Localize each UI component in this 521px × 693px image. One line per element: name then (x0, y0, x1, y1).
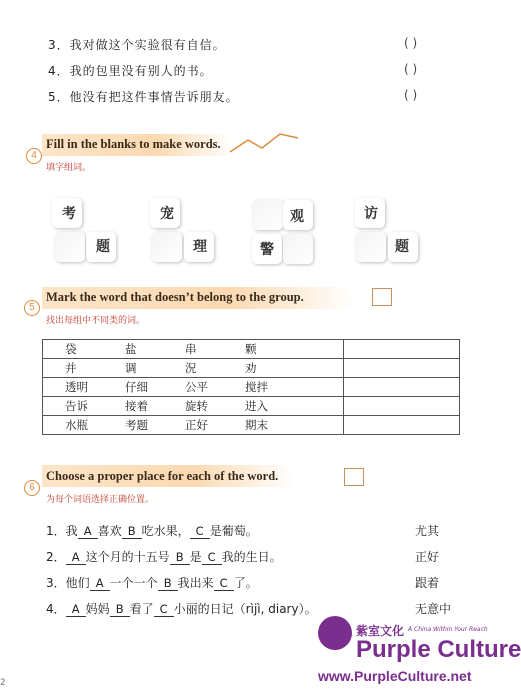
sentence-text: 吃水果， (141, 524, 190, 538)
sentence-text: 他们 (65, 576, 90, 590)
word-cell[interactable]: 串 (185, 342, 197, 356)
sentence-text: 3． (46, 576, 66, 590)
word-cell[interactable]: 进入 (245, 399, 268, 413)
zigzag-arrow-icon (228, 128, 300, 158)
word-cell[interactable]: 公平 (185, 380, 208, 394)
sentence-text: 2． (46, 550, 66, 564)
section-5-title: Mark the word that doesn’t belong to the group. (46, 290, 304, 304)
sentence-text: 一个一个 (109, 576, 158, 590)
section-4-title: Fill in the blanks to make words. (46, 137, 221, 151)
word-cell[interactable]: 告诉 (65, 399, 88, 413)
section-4-subtitle: 填字组词。 (46, 163, 92, 173)
word-cell[interactable]: 搅拌 (245, 380, 268, 394)
answer-cell[interactable] (344, 397, 460, 416)
table-row (43, 378, 460, 397)
statement-5: 5．他没有把这件事情告诉朋友。 (48, 90, 239, 104)
word-option: 跟着 (415, 576, 440, 590)
word-cell[interactable]: 袋 (65, 342, 77, 356)
answer-cell[interactable] (344, 416, 460, 435)
sentence-text: 了。 (233, 576, 258, 590)
word-option: 无意中 (415, 602, 452, 616)
answer-paren-5: ( ) (404, 88, 418, 102)
statement-4: 4．我的包里没有别人的书。 (48, 64, 213, 78)
sentence-text: 妈妈 (85, 602, 110, 616)
char-guan: 观 (290, 209, 304, 225)
word-cell[interactable]: 仔细 (125, 380, 148, 394)
blank-slot-a[interactable]: A (78, 524, 98, 539)
word-cell[interactable]: 考题 (125, 418, 148, 432)
sentence-text: 喜欢 (97, 524, 122, 538)
blank-slot-b[interactable]: B (158, 576, 178, 591)
section-6-number: 6 (24, 480, 40, 496)
blank-slot-c[interactable]: C (214, 576, 234, 591)
blank-card[interactable] (283, 234, 313, 264)
char-chong: 宠 (160, 206, 174, 222)
word-cell[interactable]: 期末 (245, 418, 268, 432)
section-5-number: 5 (24, 300, 40, 316)
blank-card[interactable] (253, 200, 283, 230)
sentence-text: 是葡萄。 (209, 524, 258, 538)
pencil-sketch-icon (372, 288, 392, 306)
char-ti-2: 题 (395, 239, 409, 255)
table-row (43, 359, 460, 378)
table-row (43, 397, 460, 416)
char-ti: 题 (96, 239, 110, 255)
section-6-subtitle: 为每个词语选择正确位置。 (46, 495, 155, 505)
char-kao: 考 (62, 206, 76, 222)
sentence-text: 4． (46, 602, 66, 616)
word-table (42, 339, 460, 435)
section-4-number: 4 (26, 148, 42, 164)
sentence-line (46, 522, 258, 539)
word-cell[interactable]: 旋转 (185, 399, 208, 413)
blank-card[interactable] (55, 232, 85, 262)
sentence-text: 看了 (129, 602, 154, 616)
char-fang: 访 (364, 206, 378, 222)
answer-cell[interactable] (344, 359, 460, 378)
blank-slot-b[interactable]: B (110, 602, 130, 617)
word-option: 正好 (415, 550, 440, 564)
word-cell[interactable]: 并 (65, 361, 77, 375)
logo-chinese-name: 紫室文化 (356, 624, 405, 638)
blank-slot-c[interactable]: C (202, 550, 222, 565)
blank-slot-a[interactable]: A (66, 602, 86, 617)
sentence-text: 这个月的十五号 (85, 550, 170, 564)
char-li: 理 (193, 239, 207, 255)
word-cell[interactable]: 正好 (185, 418, 208, 432)
answer-paren-3: ( ) (404, 36, 418, 50)
word-cell[interactable]: 接着 (125, 399, 148, 413)
word-option: 尤其 (415, 524, 440, 538)
word-cell[interactable]: 调 (125, 361, 137, 375)
logo-url: www.PurpleCulture.net (318, 668, 472, 684)
answer-paren-4: ( ) (404, 62, 418, 76)
table-row (43, 340, 460, 359)
section-5-subtitle: 找出每组中不同类的词。 (46, 316, 146, 326)
word-cell[interactable]: 劝 (245, 361, 257, 375)
blank-slot-a[interactable]: A (90, 576, 110, 591)
sentence-line (46, 548, 282, 565)
section-6-title: Choose a proper place for each of the word. (46, 469, 279, 483)
word-cell[interactable]: 水瓶 (65, 418, 88, 432)
blank-slot-b[interactable]: B (170, 550, 190, 565)
sentence-text: 我出来 (177, 576, 214, 590)
blank-slot-b[interactable]: B (122, 524, 142, 539)
statement-3: 3．我对做这个实验很有自信。 (48, 38, 226, 52)
sentence-text: 1． (46, 524, 66, 538)
sentence-text: 我 (65, 524, 78, 538)
sentence-line (46, 574, 258, 591)
char-jing: 警 (260, 242, 274, 258)
word-cell[interactable]: 透明 (65, 380, 88, 394)
answer-cell[interactable] (344, 378, 460, 397)
page-number: 2 (0, 678, 6, 688)
blank-slot-c[interactable]: C (154, 602, 174, 617)
blank-card[interactable] (356, 232, 386, 262)
sentence-text: 是 (189, 550, 202, 564)
word-cell[interactable]: 盐 (125, 342, 137, 356)
purple-culture-logo-icon (318, 616, 352, 650)
blank-card[interactable] (152, 232, 182, 262)
logo-tagline: A China Within Your Reach (408, 626, 488, 633)
blank-slot-c[interactable]: C (190, 524, 210, 539)
pencil-sketch-icon (344, 468, 364, 486)
word-cell[interactable]: 況 (185, 361, 197, 375)
answer-cell[interactable] (344, 340, 460, 359)
table-row (43, 416, 460, 435)
sentence-text: 小丽的日记（rìjì, diary）。 (173, 602, 317, 616)
logo-name: Purple Culture (356, 636, 521, 663)
sentence-line (46, 600, 317, 617)
blank-slot-a[interactable]: A (66, 550, 86, 565)
sentence-text: 我的生日。 (221, 550, 282, 564)
word-cell[interactable]: 颗 (245, 342, 257, 356)
